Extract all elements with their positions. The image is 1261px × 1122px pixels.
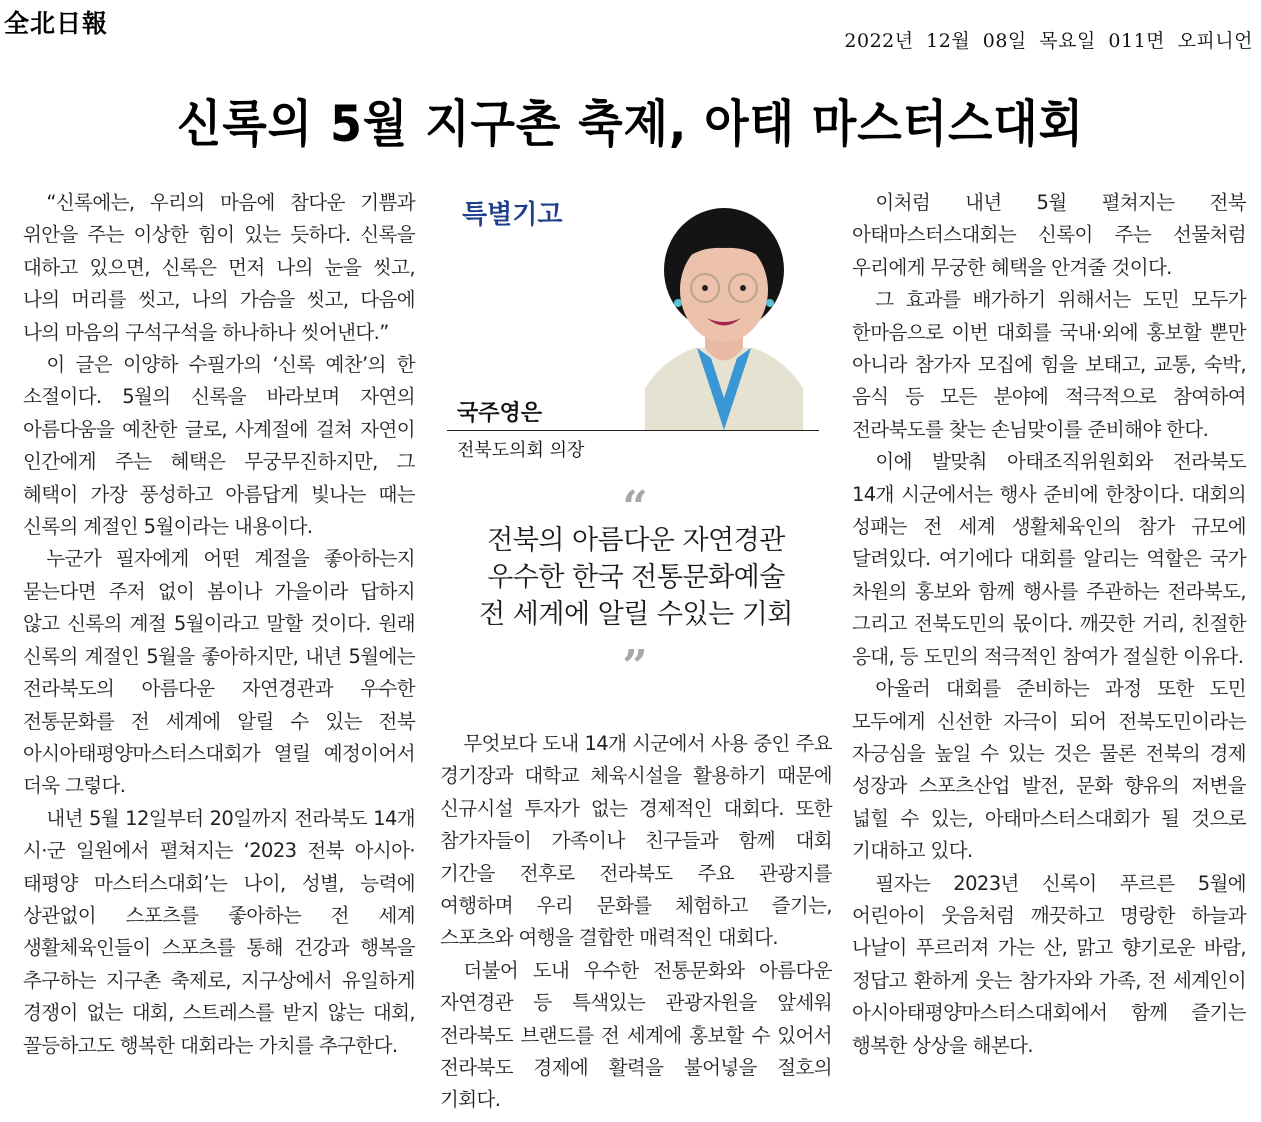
dateline: 2022년 12월 08일 목요일 011면 오피니언	[844, 30, 1253, 52]
author-name: 국주영은	[457, 401, 543, 426]
pull-quote-line: 전 세계에 알릴 수있는 기회	[479, 599, 793, 630]
divider	[447, 430, 819, 431]
paragraph: 아울러 대회를 준비하는 과정 또한 도민 모두에게 신선한 자극이 되어 전북도민이라는 자긍심을 높일 수 있는 것은 물론 전북의 경제 성장과 스포츠산업 발전, 문화 향유의 저변을 넓힐 수 있는, 아태마스터스대회가 될 것으로 기대하고 있다.	[852, 677, 1246, 863]
paragraph: 그 효과를 배가하기 위해서는 도민 모두가 한마음으로 이번 대회를 국내·외에 홍보할 뿐만 아니라 참가자 모집에 힘을 보태고, 교통, 숙박, 음식 등 모든 분야에 적극적으로 참여하여 전라북도를 찾는 손님맞이를 준비해야 한다.	[852, 288, 1246, 441]
paragraph: 이처럼 내년 5월 펼쳐지는 전북 아태마스터스대회는 신록이 주는 선물처럼 우리에게 무궁한 혜택을 안겨줄 것이다.	[852, 191, 1246, 279]
open-quote-icon: “	[622, 482, 648, 533]
paragraph: “신록에는, 우리의 마음에 참다운 기쁨과 위안을 주는 이상한 힘이 있는 듯하다. 신록을 대하고 있으면, 신록은 먼저 나의 눈을 씻고, 나의 머리를 씻고, 나의 가슴을 씻고, 다음에 나의 마음의 구석구석을 하나하나 씻어낸다.”	[23, 191, 415, 344]
paragraph: 이 글은 이양하 수필가의 ‘신록 예찬’의 한 소절이다. 5월의 신록을 바라보며 자연의 아름다움을 예찬한 글로, 사계절에 걸쳐 자연이 인간에게 주는 혜택은 무궁무진하지만, 그 혜택이 가장 풍성하고 아름답게 빛나는 때는 신록의 계절인 5월이라는 내용이다.	[23, 353, 415, 539]
body-column-left	[23, 187, 415, 1062]
paragraph: 더불어 도내 우수한 전통문화와 아름다운 자연경관 등 특색있는 관광자원을 앞세워 전라북도 브랜드를 전 세계에 홍보할 수 있어서 전라북도 경제에 활력을 불어넣을 절호의 기회다.	[440, 958, 832, 1112]
close-quote-icon: ”	[622, 641, 648, 692]
paragraph: 무엇보다 도내 14개 시군에서 사용 중인 주요 경기장과 대학교 체육시설을 활용하기 때문에 신규시설 투자가 없는 경제적인 대회다. 또한 참가자들이 가족이나 친구들과 함께 대회 기간을 전후로 전라북도 주요 관광지를 여행하며 우리 문화를 체험하고 즐기는, 스포츠와 여행을 결합한 매력적인 대회다.	[440, 732, 832, 950]
author-title: 전북도의회 의장	[457, 440, 585, 461]
paragraph: 누군가 필자에게 어떤 계절을 좋아하는지 묻는다면 주저 없이 봄이나 가을이라 답하지 않고 신록의 계절 5월이라고 말할 것이다. 원래 신록의 계절인 5월을 좋아하지만, 내년 5월에는 전라북도의 아름다운 자연경관과 우수한 전통문화를 전 세계에 알릴 수 있는 전북 아시아태평양마스터스대회가 열릴 예정이어서 더욱 그렇다.	[23, 547, 415, 798]
paragraph: 이에 발맞춰 아태조직위원회와 전라북도 14개 시군에서는 행사 준비에 한창이다. 대회의 성패는 전 세계 생활체육인의 참가 규모에 달려있다. 여기에다 대회를 알리는 역할은 국가 차원의 홍보와 함께 행사를 주관하는 전라북도, 그리고 전북도민의 몫이다. 깨끗한 거리, 친절한 응대, 등 도민의 적극적인 참여가 절실한 이유다.	[852, 450, 1246, 668]
pull-quote	[440, 522, 832, 633]
author-photo	[645, 198, 803, 430]
newspaper-masthead: 全北日報	[4, 9, 109, 38]
pull-quote-line: 전북의 아름다운 자연경관	[487, 525, 785, 556]
headline: 신록의 5월 지구촌 축제, 아태 마스터스대회	[176, 95, 1085, 153]
pull-quote-line: 우수한 한국 전통문화예술	[487, 562, 785, 593]
author-portrait-icon	[645, 198, 803, 430]
body-column-right	[852, 187, 1246, 1062]
paragraph: 내년 5월 12일부터 20일까지 전라북도 14개 시·군 일원에서 펼쳐지는 ‘2023 전북 아시아·태평양 마스터스대회’는 나이, 성별, 능력에 상관없이 스포츠를 좋아하는 전 세계 생활체육인들이 스포츠를 통해 건강과 행복을 추구하는 지구촌 축제로, 지구상에서 유일하게 경쟁이 없는 대회, 스트레스를 받지 않는 대회, 꼴등하고도 행복한 대회라는 가치를 추구한다.	[23, 806, 415, 1057]
column-label: 특별기고	[462, 200, 563, 230]
body-column-middle	[440, 728, 832, 1117]
paragraph: 필자는 2023년 신록이 푸르른 5월에 어린아이 웃음처럼 깨끗하고 명랑한 하늘과 나날이 푸르러져 가는 산, 맑고 향기로운 바람, 정답고 환하게 웃는 참가자와 가족, 전 세계인이 아시아태평양마스터스대회에서 함께 즐기는 행복한 상상을 해본다.	[852, 871, 1246, 1057]
